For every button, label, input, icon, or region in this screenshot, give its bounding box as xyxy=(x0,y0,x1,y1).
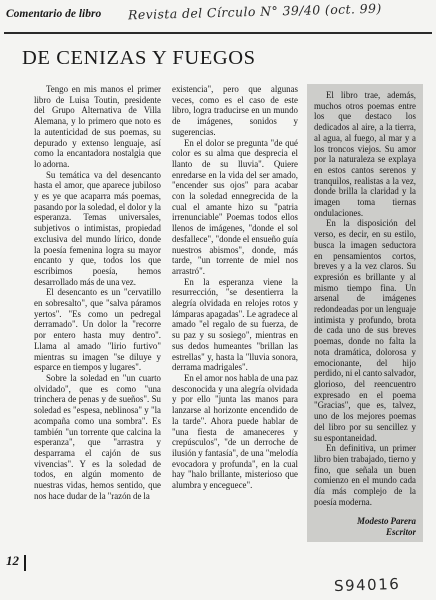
paragraph: En definitiva, un primer libro bien trabajado, tierno y fino, que señala un buen comienzo en el mundo cada día más complejo de la poesía moderna. xyxy=(314,443,416,507)
article-column-3-shaded xyxy=(307,84,423,542)
paragraph: En la disposición del verso, es decir, en su estilo, busca la imagen seductora en pensamientos cortos, breves y a la vez claros. Su expresión es brillante y al mismo tiempo fina. Un arsenal de imágenes redondeadas por un lenguaje intimista y profundo, brota de cada uno de sus breves poemas, donde no falta la nota dramática, dolorosa y emocionante, del hijo perdido, ni el canto salvador, glorioso, del reencuentro expresado en el poema "Gracias", que es, talvez, uno de los mejores poemas del libro por su sencillez y su espontaneidad. xyxy=(314,218,416,443)
paragraph: En el amor nos habla de una paz desconocida y una alegría olvidada y por ello "junta las manos para lanzarse al horizonte encendido de la tarde". Ahora puede hablar de "una fiesta de amaneceres y crepúsculos", "de un derroche de ilusión y fantasía", de una "melodía evocadora y profunda", en la cual hay "halo brillante, misterioso que alumbra y enceguece". xyxy=(172,372,298,491)
article-column-2 xyxy=(172,84,298,491)
article-title: DE CENIZAS Y FUEGOS xyxy=(22,47,256,69)
author-signature xyxy=(314,516,416,538)
article-column-1 xyxy=(34,84,161,501)
paragraph: Sobre la soledad en "un cuarto olvidado", que es como "una trinchera de penas y de sueños". Su soledad es "espesa, neblinosa" y "la acompaña como una sombra". Es también "un torrente que calcina la esperanza", que "arrastra y desparrama el cajón de sus vivencias". Y es la soledad de todos, en algún momento de nuestras vidas, hemos sentido, que nos hace dudar de la "razón de la xyxy=(34,372,161,501)
paragraph: En la esperanza viene la resurrección, "se desentierra la alegría olvidada en relojes rotos y lámparas apagadas". Le agradece al amado "el regalo de su fuerza, de su paz y su sosiego", mientras en sus dedos humeantes "brillan las estrellas" y, hasta la "lluvia sonora, derrama madrigales". xyxy=(172,276,298,373)
paragraph: En el dolor se pregunta "de qué color es su alma que desprecia el llanto de su lluvia". Quiere enredarse en la vida del ser amado, "encender sus ojos" para acabar con la soledad ennegrecida de la cual el amante hizo su "patria irrenunciable" Poemas todos ellos llenos de imágenes, "donde el sol desfallece", "donde el ensueño guía nuestros abismos", donde, más tarde, "un torrente de miel nos arrastró". xyxy=(172,137,298,276)
paragraph: El libro trae, además, muchos otros poemas entre los que destaco los dedicados al aire, a la tierra, al agua, al fuego, al mar y a los troncos viejos. Su amor por la naturaleza se explaya en estos cantos serenos y tranquilos, realistas a la vez, donde brilla la claridad y la imagen toma tiernas ondulaciones. xyxy=(314,90,416,218)
handwritten-annotation: Revista del Círculo N° 39/40 (oct. 99) xyxy=(127,0,382,23)
page-number: 12 xyxy=(6,553,19,568)
paragraph: Su temática va del desencanto hasta el amor, que aparece jubiloso y es ye que acaparra más poemas, pasando por la soledad, el dolor y la esperanza. Temas universales, subjetivos o intimistas, propiedad exclusiva del mundo lírico, donde la poesía femenina logra su mayor encanto y que, todos los que escribimos poesía, hemos desarrollado más de una vez. xyxy=(34,169,161,287)
page-header xyxy=(0,0,436,36)
author-name: Modesto Parera xyxy=(356,516,416,527)
author-role: Escritor xyxy=(385,527,416,538)
paragraph: existencia", pero que algunas veces, como es el caso de este libro, logra traducirse en un mundo de imágenes, sonidos y sugerencias. xyxy=(172,84,298,137)
header-rule xyxy=(4,32,432,34)
section-label: Comentario de libro xyxy=(6,8,102,20)
paragraph: Tengo en mis manos el primer libro de Luisa Toutin, presidente del Grupo Alternativa de Villa Alemana, y lo primero que noto es la autenticidad de sus poemas, su depurado y extenso lenguaje, así como la encantadora nostalgia que lo adorna. xyxy=(34,84,161,169)
catalog-number: S94016 xyxy=(333,574,401,596)
paragraph: El desencanto es un "cervatillo en sobresalto", que "salva páramos yertos". "Es como un pedregal derramado". Un dolor la "recorre por entero hasta muy dentro". Llama al amado "lirio furtivo" mientras su imagen "se diluye y esparce en tiempos y lugares". xyxy=(34,287,161,373)
